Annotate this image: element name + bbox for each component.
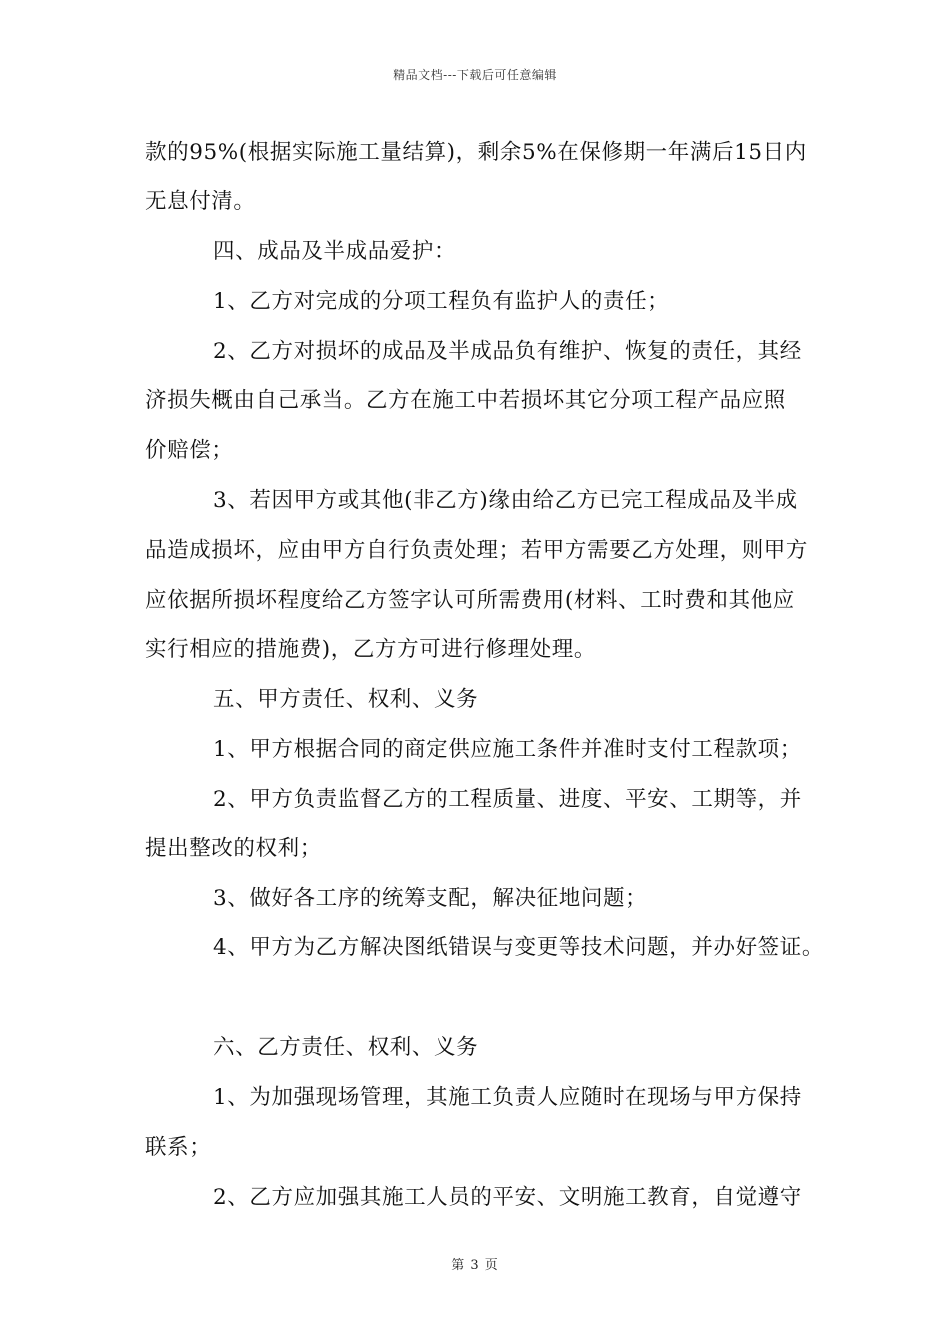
page-header: 精品文档---下载后可任意编辑 (393, 68, 557, 82)
paragraph-line: 实行相应的措施费)，乙方方可进行修理处理。 (145, 637, 596, 662)
paragraph-line: 2、乙方对损坏的成品及半成品负有维护、恢复的责任，其经 (213, 339, 802, 364)
section-heading: 四、成品及半成品爱护： (213, 239, 457, 264)
paragraph-line: 3、做好各工序的统筹支配，解决征地问题； (213, 886, 648, 911)
paragraph-line: 款的95%(根据实际施工量结算)，剩余5%在保修期一年满后15日内 (145, 140, 807, 165)
paragraph-line: 2、乙方应加强其施工人员的平安、文明施工教育，自觉遵守 (213, 1185, 802, 1210)
paragraph-line: 1、甲方根据合同的商定供应施工条件并准时支付工程款项； (213, 737, 802, 762)
paragraph-line: 2、甲方负责监督乙方的工程质量、进度、平安、工期等，并 (213, 787, 802, 812)
paragraph-line: 提出整改的权利； (145, 836, 322, 861)
paragraph-line: 品造成损坏，应由甲方自行负责处理；若甲方需要乙方处理，则甲方 (145, 538, 809, 563)
paragraph-line: 联系； (145, 1135, 212, 1160)
paragraph-line: 1、乙方对完成的分项工程负有监护人的责任； (213, 289, 670, 314)
paragraph-line: 4、甲方为乙方解决图纸错误与变更等技术问题，并办好签证。 (213, 935, 824, 960)
paragraph-line: 3、若因甲方或其他(非乙方)缘由给乙方已完工程成品及半成 (213, 488, 798, 513)
section-heading: 六、乙方责任、权利、义务 (213, 1035, 479, 1060)
paragraph-line: 无息付清。 (145, 189, 256, 214)
section-heading: 五、甲方责任、权利、义务 (213, 687, 479, 712)
page-number: 第 3 页 (451, 1258, 499, 1273)
paragraph-line: 济损失概由自己承当。乙方在施工中若损坏其它分项工程产品应照 (145, 388, 786, 413)
paragraph-line: 应依据所损坏程度给乙方签字认可所需费用(材料、工时费和其他应 (145, 588, 795, 613)
paragraph-line: 1、为加强现场管理，其施工负责人应随时在现场与甲方保持 (213, 1085, 802, 1110)
paragraph-line: 价赔偿； (145, 438, 234, 463)
